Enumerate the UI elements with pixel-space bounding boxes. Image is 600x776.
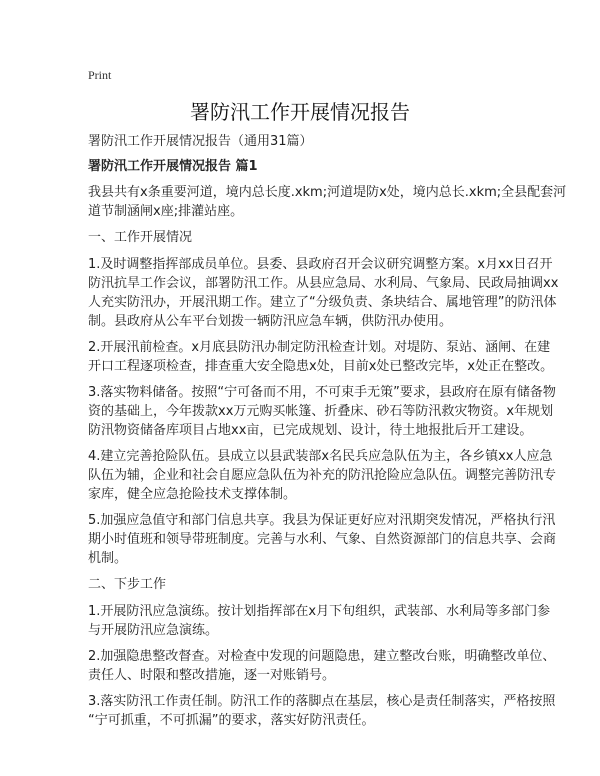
text-line: 5.加强应急值守和部门信息共享。我县为保证更好应对汛期突发情况，严格执行汛 — [88, 513, 556, 528]
text-line: 责任人、时限和整改措施，逐一对账销号。 — [88, 668, 336, 683]
text-line: 期小时值班和领导带班制度。完善与水利、气象、自然资源部门的信息共享、会商 — [88, 532, 557, 547]
list-item — [88, 383, 556, 440]
text-line: 防汛物资储备库项目占地xx亩，已完成规划、设计，待土地报批后开工建设。 — [88, 423, 533, 438]
section2-items — [88, 602, 556, 730]
text-line: 1.及时调整指挥部成员单位。县委、县政府召开会议研究调整方案。x月xx日召开 — [88, 257, 553, 272]
text-line: 我县共有x条重要河道，境内总长度.xkm;河道堤防x处，境内总长.xkm;全县配套河 — [88, 185, 567, 200]
text-line: 开口工程逐项检查，排查重大安全隐患x处，目前x处已整改完毕，x处正在整改。 — [88, 359, 554, 374]
text-line: 家库，健全应急抢险技术支撑体制。 — [88, 487, 297, 502]
list-item — [88, 338, 554, 376]
text-line: 3.落实物料储备。按照“宁可备而不用，不可束手无策”要求，县政府在原有储备物 — [88, 385, 556, 400]
document-title: 署防汛工作开展情况报告 — [190, 100, 410, 124]
list-item — [88, 647, 556, 685]
intro-paragraph — [88, 183, 567, 221]
section-heading: 一、工作开展情况 — [88, 230, 193, 245]
text-line: 制。县政府从公车平台划拨一辆防汛应急车辆，供防汛办使用。 — [88, 314, 453, 329]
list-item — [88, 255, 559, 331]
list-item — [88, 602, 551, 640]
text-line: 1.开展防汛应急演练。按计划指挥部在x月下旬组织，武装部、水利局等多部门参 — [88, 604, 551, 619]
list-item — [88, 692, 556, 730]
text-line: 防汛抗旱工作会议，部署防汛工作。从县应急局、水利局、气象局、民政局抽调xx — [88, 276, 559, 291]
section-heading: 二、下步工作 — [88, 577, 167, 592]
document-subtitle: 署防汛工作开展情况报告（通用31篇） — [88, 134, 313, 149]
text-line: 道节制涵闸x座;排灌站座。 — [88, 204, 244, 219]
text-line: 3.落实防汛工作责任制。防汛工作的落脚点在基层，核心是责任制落实，严格按照 — [88, 694, 556, 709]
text-line: 资的基础上，今年拨款xx万元购买帐篷、折叠床、砂石等防汛救灾物资。x年规划 — [88, 404, 554, 419]
text-line: 2.开展汛前检查。x月底县防汛办制定防汛检查计划。对堤防、泵站、涵闸、在建 — [88, 340, 551, 355]
text-line: 人充实防汛办，开展汛期工作。建立了“分级负责、条块结合、属地管理”的防汛体 — [88, 295, 557, 310]
print-label: Print — [88, 68, 112, 82]
section1-items — [88, 255, 559, 568]
text-line: “宁可抓重，不可抓漏”的要求，落实好防汛责任。 — [88, 713, 375, 728]
text-line: 与开展防汛应急演练。 — [88, 623, 219, 638]
list-item — [88, 511, 557, 568]
text-line: 2.加强隐患整改督查。对检查中发现的问题隐患，建立整改台账，明确整改单位、 — [88, 649, 556, 664]
document-body — [88, 132, 567, 737]
text-line: 4.建立完善抢险队伍。县成立以县武装部x名民兵应急队伍为主，各乡镇xx人应急 — [88, 449, 553, 464]
article-heading: 署防汛工作开展情况报告 篇1 — [88, 159, 258, 174]
text-line: 队伍为辅，企业和社会自愿应急队伍为补充的防汛抢险应急队伍。调整完善防汛专 — [88, 468, 557, 483]
list-item — [88, 447, 557, 504]
text-line: 机制。 — [88, 551, 128, 566]
